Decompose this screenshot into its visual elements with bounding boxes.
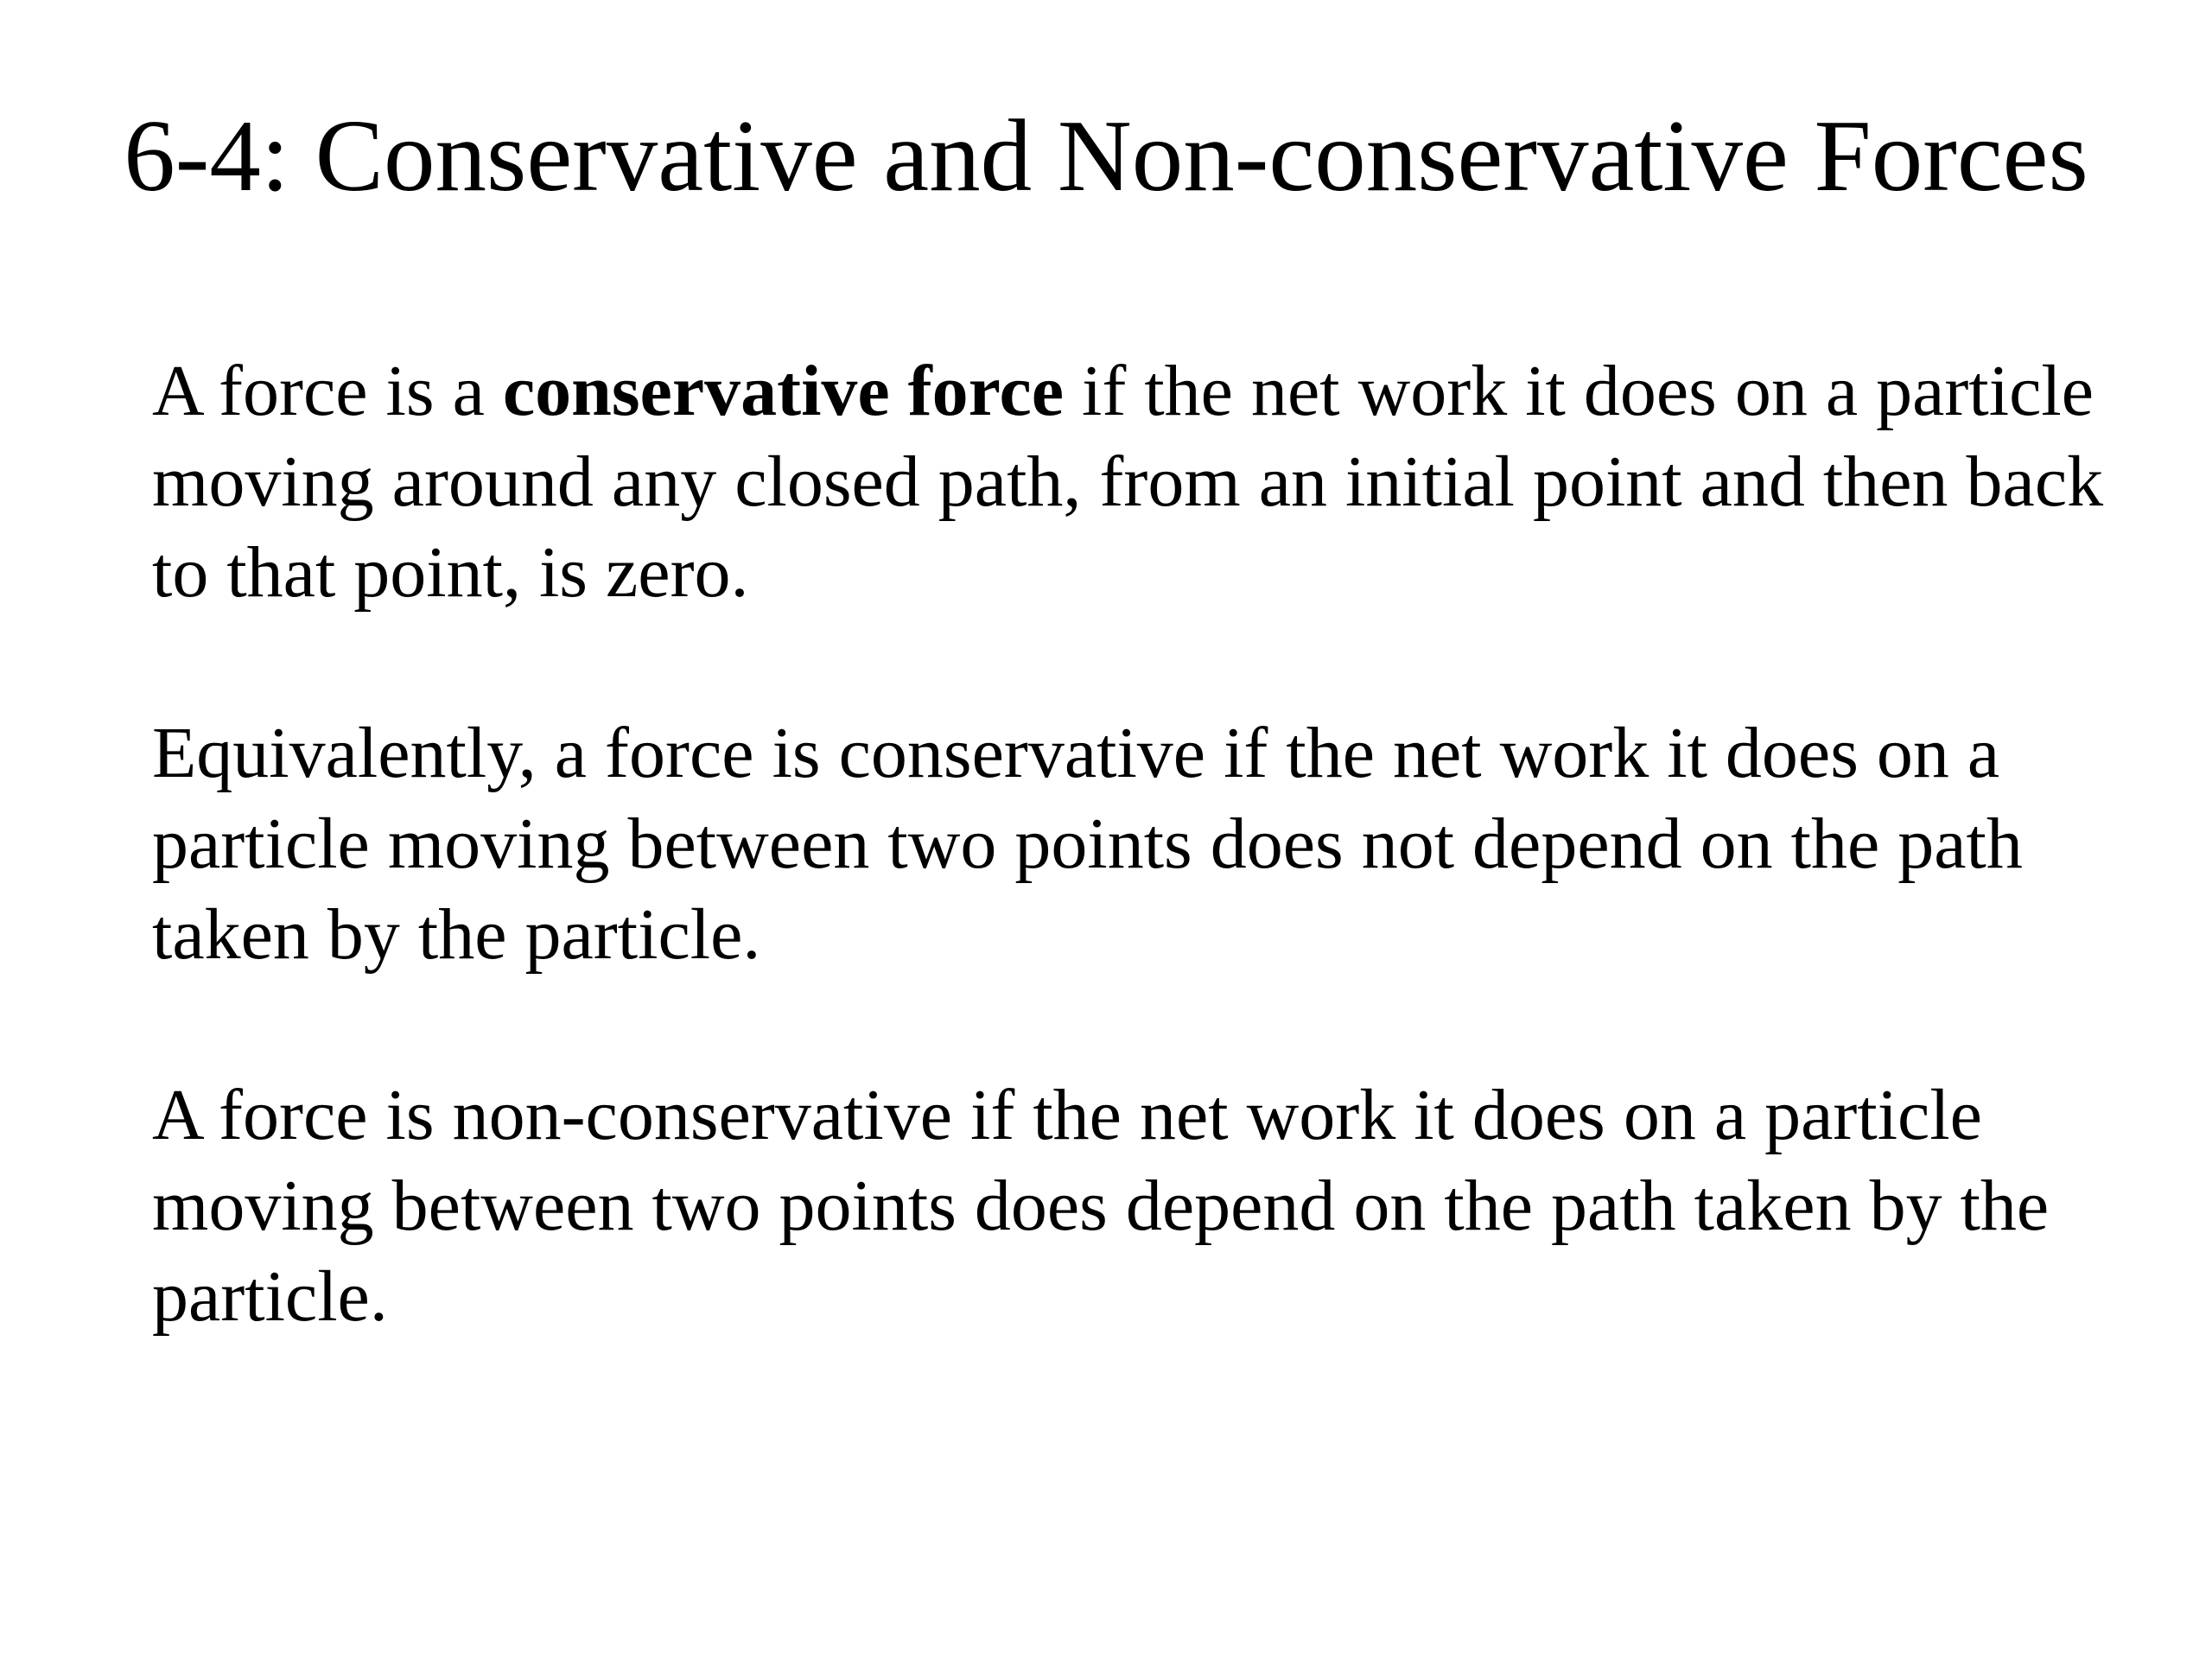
- paragraph-nonconservative-definition: A force is non-conservative if the net work it does on a particle moving between two points does depend on the path taken by the particle.: [152, 1075, 2050, 1337]
- paragraph-text-before: A force is a: [152, 351, 503, 431]
- slide-body: [152, 346, 2139, 1342]
- slide-title: 6-4: Conservative and Non-conservative Forces: [124, 99, 2088, 213]
- bold-term-conservative-force: conservative force: [502, 351, 1065, 431]
- paragraph-equivalent-definition: Equivalently, a force is conservative if the net work it does on a particle moving between two points does not depend on the path taken by the particle.: [152, 713, 2023, 975]
- paragraph-conservative-definition: [152, 346, 2139, 618]
- paragraph-text-after: if the net work it does on a particle moving around any closed path, from an initial point and then back to that point, is zero.: [152, 351, 2104, 613]
